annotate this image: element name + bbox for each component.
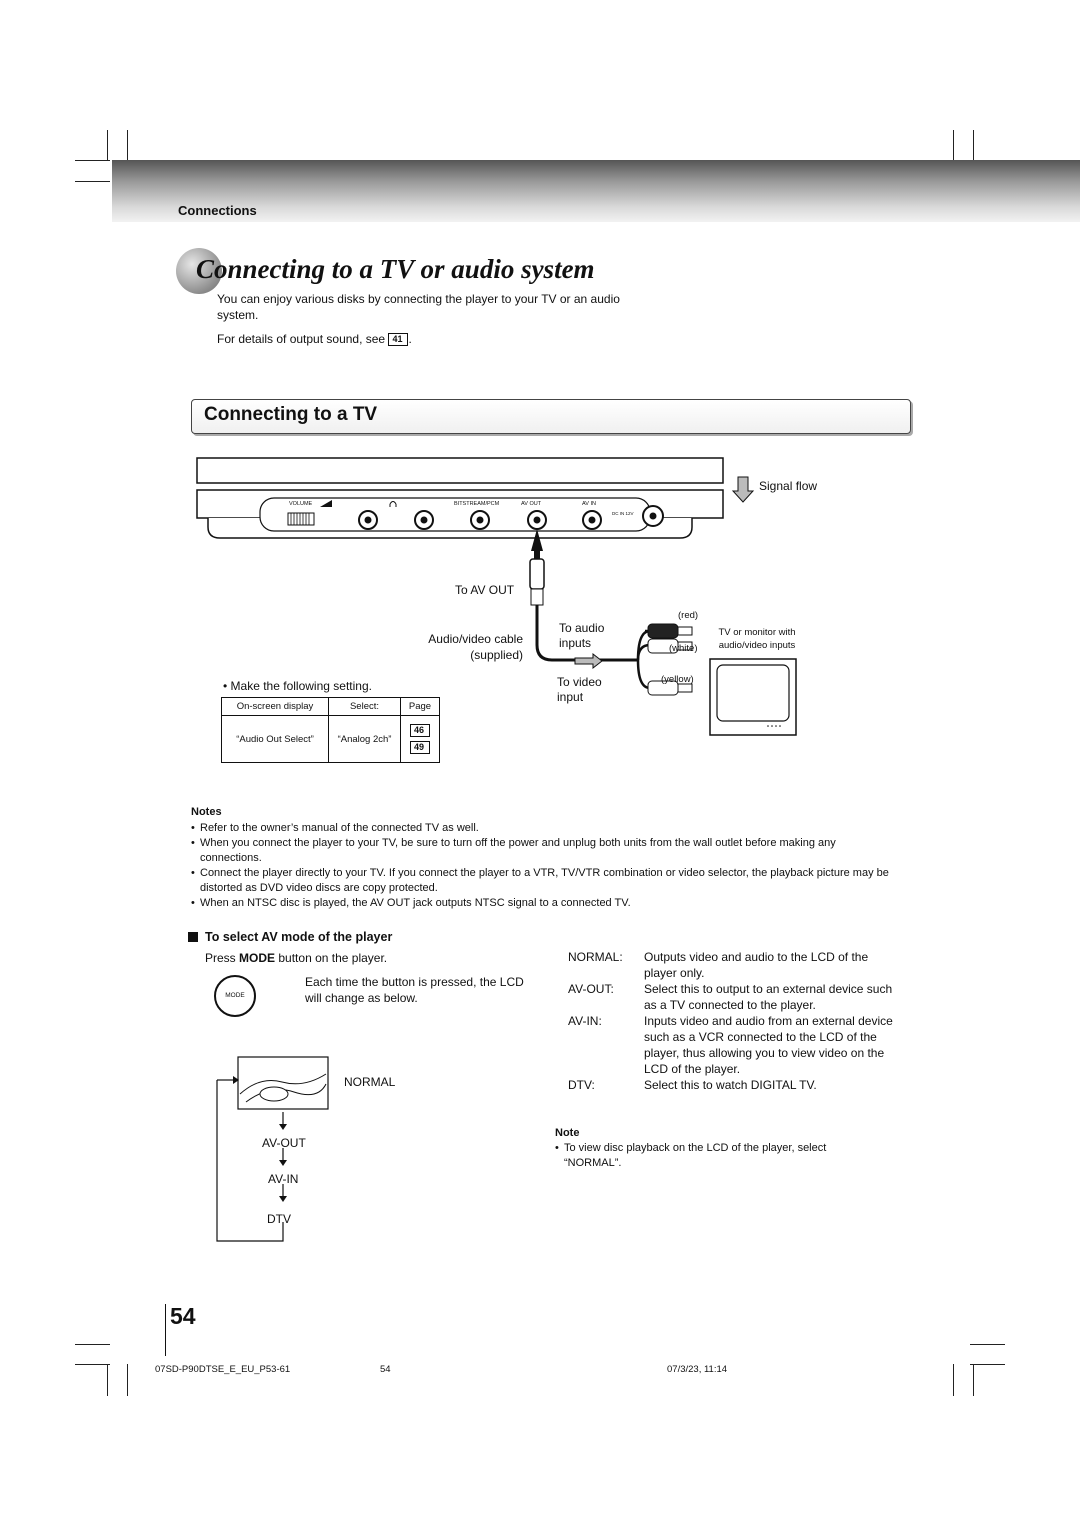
list-item: • When an NTSC disc is played, the AV OUT jack outputs NTSC signal to a connected TV.	[191, 896, 891, 911]
panel-avout-label: AV OUT	[521, 501, 542, 507]
to-av-out-label: To AV OUT	[455, 583, 515, 597]
page-ref-badge[interactable]: 49	[410, 741, 430, 754]
intro-text: You can enjoy various disks by connecting the player to your TV or an audio system.	[217, 292, 620, 322]
setting-table	[221, 697, 440, 763]
yellow-label: (yellow)	[661, 674, 694, 685]
av-mode-heading: To select AV mode of the player	[205, 930, 393, 944]
subsection-header	[191, 399, 911, 434]
mode-button-icon[interactable]: MODE	[214, 975, 256, 1017]
page-title: Connecting to a TV or audio system	[196, 254, 595, 284]
output-sound-line: For details of output sound, see 41 .	[217, 332, 412, 346]
footer-page: 54	[380, 1364, 391, 1375]
mode-desc: Outputs video and audio to the LCD of the player only.	[644, 950, 869, 980]
list-item: • Connect the player directly to your TV. If you connect the player to a VTR, TV/VTR combination or video selector, the playback picture may be distorted as DVD video discs are copy protected.	[191, 866, 891, 896]
setting-select-value: “Analog 2ch”	[329, 716, 401, 763]
mode-desc: Select this to output to an external device such as a TV connected to the player.	[644, 982, 893, 1012]
mode-descriptions	[568, 949, 902, 1093]
mode-name: NORMAL:	[568, 950, 623, 964]
list-item: • When you connect the player to your TV, be sure to turn off the power and unplug both units from the wall outlet before making any connections.	[191, 836, 891, 866]
setting-instruction: • Make the following setting.	[223, 679, 372, 693]
each-time-text: Each time the button is pressed, the LCD will change as below.	[305, 975, 524, 1005]
mode-desc: Inputs video and audio from an external device such as a VCR connected to the LCD of the player, thus allowing you to view video on the LCD of the player.	[644, 1014, 893, 1076]
mode-name: DTV:	[568, 1078, 595, 1092]
red-label: (red)	[678, 610, 699, 621]
mode-name: AV-OUT:	[568, 982, 614, 996]
setting-header-select: Select:	[329, 698, 401, 716]
cycle-av-in: AV-IN	[268, 1172, 299, 1186]
note-heading: Note	[555, 1127, 580, 1139]
mode-desc: Select this to watch DIGITAL TV.	[644, 1078, 817, 1092]
subsection-title: Connecting to a TV	[204, 404, 378, 425]
header-band	[112, 160, 1080, 222]
footer-date: 07/3/23, 11:14	[667, 1364, 728, 1375]
panel-volume-label: VOLUME	[289, 501, 313, 507]
tv-label: TV or monitor with audio/video inputs	[718, 627, 796, 651]
output-sound-text: For details of output sound, see	[217, 332, 386, 346]
press-mode-text: Press MODE button on the player.	[205, 951, 388, 965]
white-label: (white)	[669, 643, 698, 654]
notes-heading: Notes	[191, 806, 222, 818]
note-list	[555, 1141, 885, 1171]
footer-file: 07SD-P90DTSE_E_EU_P53-61	[155, 1364, 291, 1375]
setting-display-value: “Audio Out Select”	[222, 716, 329, 763]
signal-flow-label: Signal flow	[759, 479, 818, 493]
setting-header-display: On-screen display	[222, 698, 329, 716]
list-item: • Refer to the owner’s manual of the connected TV as well.	[191, 821, 891, 836]
notes-list	[191, 821, 891, 911]
cycle-dtv: DTV	[267, 1212, 291, 1226]
cycle-normal: NORMAL	[344, 1075, 396, 1089]
panel-avin-label: AV IN	[582, 501, 596, 507]
mode-name: AV-IN:	[568, 1014, 602, 1028]
page-ref-badge[interactable]: 46	[410, 724, 430, 737]
page-number: 54	[170, 1303, 196, 1329]
setting-header-page: Page	[401, 698, 440, 716]
section-label: Connections	[178, 203, 257, 218]
panel-bitstream-label: BITSTREAM/PCM	[454, 501, 500, 507]
list-item: • To view disc playback on the LCD of the player, select “NORMAL”.	[555, 1141, 885, 1171]
panel-dcin-label: DC IN 12V	[612, 511, 634, 516]
page-number-rule	[165, 1304, 166, 1356]
square-bullet-icon	[188, 932, 198, 942]
to-audio-inputs-label: To audio inputs	[559, 621, 605, 650]
cycle-av-out: AV-OUT	[262, 1136, 306, 1150]
page-ref-badge[interactable]: 41	[388, 333, 408, 346]
to-video-input-label: To video input	[557, 675, 602, 704]
cable-label: Audio/video cable (supplied)	[428, 632, 523, 662]
